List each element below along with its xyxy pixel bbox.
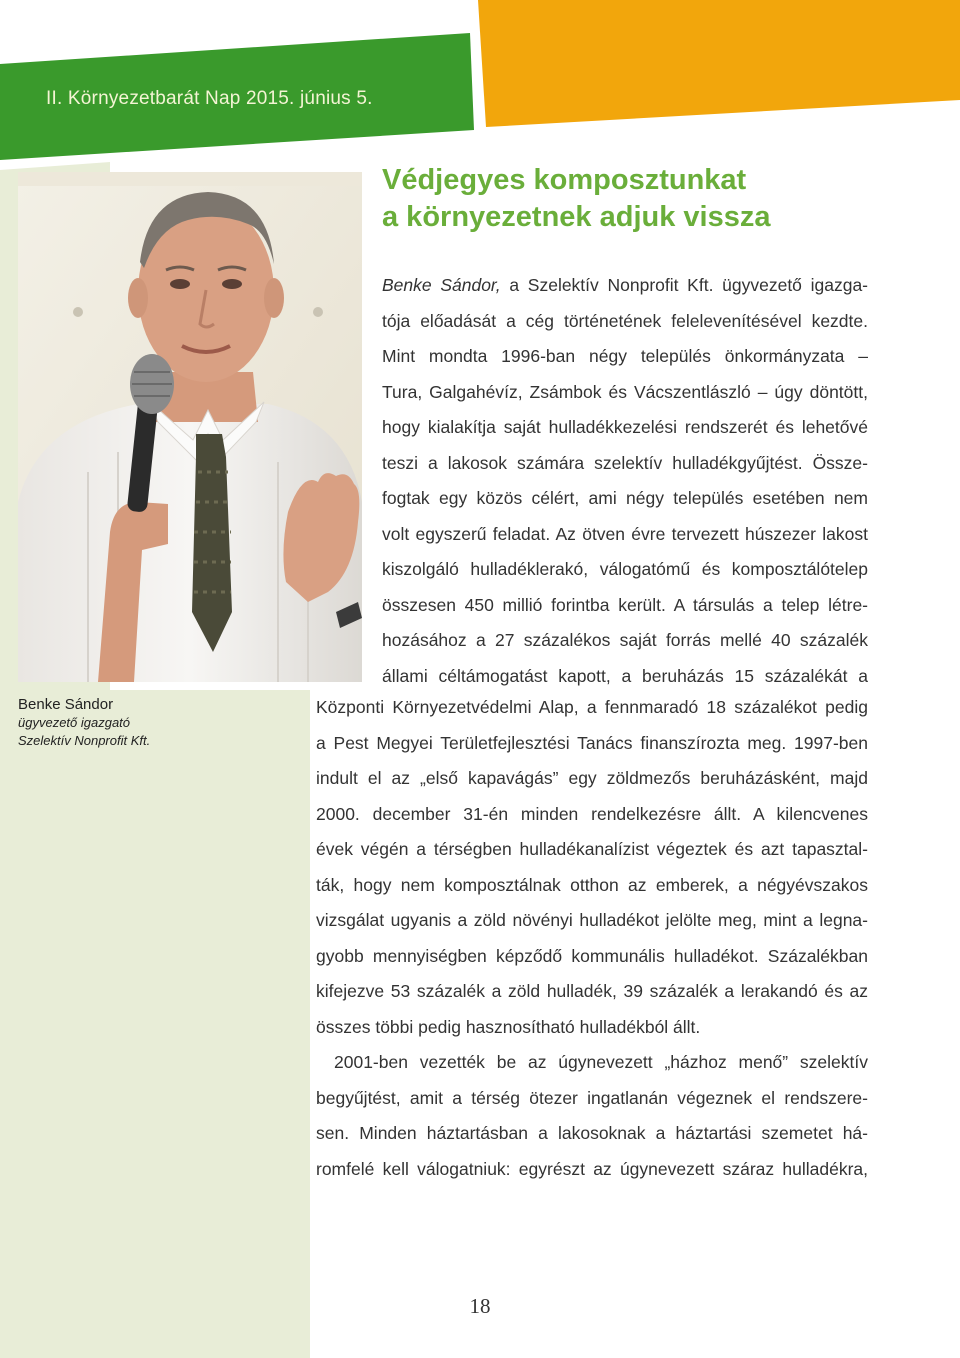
text-line: indult el az „első kapavágás” egy zöldmezős beruházásként, majd <box>316 768 868 788</box>
text-line: 2001-ben vezették be az úgynevezett „házhoz menő” szelektív <box>334 1052 868 1072</box>
text-line: kiszolgáló hulladéklerakó, válogatómű és komposztálótelep <box>382 559 868 579</box>
text-line: hogy kialakítja saját hulladékkezelési rendszerét és lehetővé <box>382 417 868 437</box>
text-line: Benke Sándor, a Szelektív Nonprofit Kft. ügyvezető igazga- <box>382 275 869 295</box>
article-body-narrow <box>382 268 868 694</box>
text-line: tója előadását a cég történetének felelevenítésével kezdte. <box>382 310 868 331</box>
photo-caption <box>18 696 218 750</box>
text-line: hozásához a 27 százalékos saját forrás mellé 40 százalék <box>382 630 868 650</box>
text-line: vizsgálat ugyanis a zöld növényi hulladékot jelölte meg, mint a legna- <box>316 910 868 930</box>
text-line: fogtak egy közös célért, ami négy település esetében nem <box>382 488 868 508</box>
text-line: összes többi pedig hasznosítható hulladékból állt. <box>316 1016 701 1037</box>
text-line: sen. Minden háztartásban a lakosoknak a háztartási szemetet há- <box>316 1123 868 1143</box>
text-line: összesen 450 millió forintba került. A társulás a telep létre- <box>382 594 868 615</box>
text-line: Mint mondta 1996-ban négy település önkormányzata – <box>382 346 868 366</box>
text-line: a Pest Megyei Területfejlesztési Tanács finanszírozta meg. 1997-ben <box>316 732 868 753</box>
speaker-name-inline: Benke Sándor, <box>382 275 501 295</box>
text-line: évek végén a térségben hulladékanalízist végeztek és azt tapasztal- <box>316 839 868 859</box>
article-body-wide <box>316 690 868 1187</box>
article-title <box>382 162 902 236</box>
event-title: II. Környezetbarát Nap 2015. június 5. <box>46 88 373 109</box>
page-number: 18 <box>469 1294 491 1318</box>
caption-name: Benke Sándor <box>18 696 114 713</box>
caption-company: Szelektív Nonprofit Kft. <box>18 733 151 748</box>
title-line-2: a környezetnek adjuk vissza <box>382 201 771 233</box>
text-line: Tura, Galgahévíz, Zsámbok és Vácszentlászló – úgy döntött, <box>382 381 868 402</box>
text-line: romfelé kell válogatniuk: egyrészt az úgynevezett száraz hulladékra, <box>316 1158 868 1179</box>
caption-role: ügyvezető igazgató <box>18 715 131 730</box>
text-line: kifejezve 53 százalék a zöld hulladék, 39 százalék a lerakandó és az <box>316 981 868 1001</box>
title-line-1: Védjegyes komposztunkat <box>382 164 747 196</box>
text-line: állami céltámogatást kapott, a beruházás 15 százalékát a <box>382 665 868 686</box>
speaker-photo <box>18 172 362 682</box>
text-line: teszi a lakosok számára szelektív hulladékgyűjtést. Össze- <box>382 452 868 473</box>
text-line: begyűjtést, amit a térség ötezer ingatlanán végeznek el rendszere- <box>316 1087 868 1108</box>
text-line: gyobb mennyiségben képződő kommunális hulladékot. Százalékban <box>316 945 868 966</box>
text-line: 2000. december 31-én minden rendelkezésre állt. A kilencvenes <box>316 803 868 824</box>
text-line: volt egyszerű feladat. Az ötven évre tervezett húszezer lakost <box>382 523 868 544</box>
text-line: ták, hogy nem komposztálnak otthon az emberek, a négyévszakos <box>316 874 868 895</box>
text-line: Központi Környezetvédelmi Alap, a fennmaradó 18 százalékot pedig <box>316 697 868 717</box>
